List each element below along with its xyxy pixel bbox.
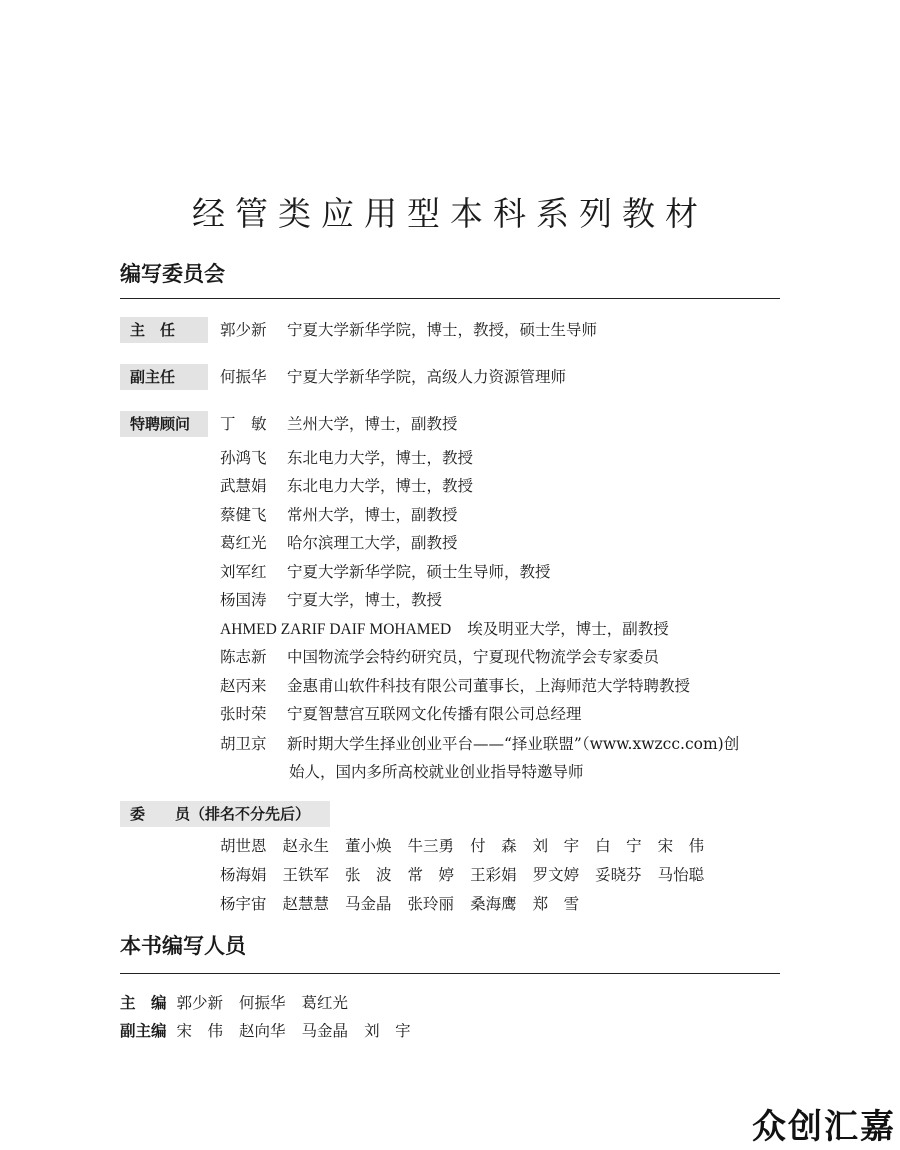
director-label: 主 任	[120, 317, 208, 343]
advisor-desc: 金惠甫山软件科技有限公司董事长，上海师范大学特聘教授	[287, 677, 691, 695]
advisor-name: 蔡健飞	[220, 506, 267, 524]
series-title: 经管类应用型本科系列教材	[192, 194, 708, 233]
member-name: 妥晓芬	[595, 866, 642, 884]
advisor-item	[220, 589, 442, 611]
advisor-desc: 哈尔滨理工大学，副教授	[287, 534, 458, 552]
advisor-item	[220, 675, 690, 697]
members-label: 委 员（排名不分先后）	[120, 801, 330, 827]
advisor-name: 武慧娟	[220, 477, 267, 495]
advisor-name: 葛红光	[220, 534, 267, 552]
member-name: 杨宇宙	[220, 895, 267, 913]
deputy-editor-label: 副主编	[120, 1022, 167, 1040]
deputy-editor-name: 刘 宇	[364, 1022, 411, 1040]
deputy-entry	[220, 366, 566, 388]
advisor-item	[220, 532, 458, 554]
member-name: 张玲丽	[407, 895, 455, 913]
advisor-desc: 埃及明亚大学，博士，副教授	[467, 620, 669, 638]
member-name: 马金晶	[345, 895, 392, 913]
advisor-desc-continued: 始人，国内多所高校就业创业指导特邀导师	[289, 763, 584, 781]
member-name: 杨海娟	[220, 866, 267, 884]
advisor-name: 刘军红	[220, 563, 267, 581]
advisor-item	[220, 703, 582, 725]
deputy-label: 副主任	[120, 364, 208, 390]
advisor-item	[220, 413, 458, 435]
member-name: 郑 雪	[532, 895, 580, 913]
watermark-logo: 众创汇嘉	[752, 1107, 896, 1147]
advisor-desc: 东北电力大学，博士，教授	[287, 449, 474, 467]
deputy-editor-name: 宋 伟	[176, 1022, 224, 1040]
members-row	[220, 835, 720, 857]
member-name: 董小焕	[345, 837, 392, 855]
advisor-desc: 宁夏大学，博士，教授	[287, 591, 443, 609]
member-name: 赵慧慧	[282, 895, 330, 913]
advisor-desc: 东北电力大学，博士，教授	[287, 477, 474, 495]
member-name: 张 波	[345, 866, 392, 884]
advisor-desc: 中国物流学会特约研究员，宁夏现代物流学会专家委员	[287, 648, 660, 666]
director-name: 郭少新	[220, 321, 267, 339]
committee-heading: 编写委员会	[120, 261, 225, 286]
advisor-desc: 新时期大学生择业创业平台——“择业联盟”（www.xwzcc.com)创	[287, 735, 740, 753]
advisor-item	[220, 447, 473, 469]
advisor-name: 张时荣	[220, 705, 267, 723]
advisor-item	[220, 475, 473, 497]
chief-editor-name: 何振华	[239, 994, 286, 1012]
deputy-editors-line	[120, 1020, 427, 1042]
advisor-name: 胡卫京	[220, 735, 267, 753]
member-name: 付 森	[470, 837, 517, 855]
advisor-desc: 常州大学，博士，副教授	[287, 506, 458, 524]
advisors-label: 特聘顾问	[120, 411, 208, 437]
member-name: 牛三勇	[407, 837, 455, 855]
deputy-desc: 宁夏大学新华学院，高级人力资源管理师	[287, 368, 567, 386]
member-name: 王彩娟	[470, 866, 517, 884]
advisor-name: AHMED ZARIF DAIF MOHAMED	[220, 621, 452, 638]
members-row	[220, 864, 720, 886]
authors-divider	[120, 973, 780, 974]
members-row	[220, 893, 595, 915]
advisor-name: 杨国涛	[220, 591, 267, 609]
member-name: 白 宁	[595, 837, 642, 855]
deputy-name: 何振华	[220, 368, 267, 386]
advisor-desc: 兰州大学，博士，副教授	[287, 415, 458, 433]
member-name: 赵永生	[282, 837, 330, 855]
advisor-name: 丁 敏	[220, 415, 267, 433]
advisor-desc: 宁夏智慧宫互联网文化传播有限公司总经理	[287, 705, 582, 723]
chief-editor-label: 主 编	[120, 994, 167, 1012]
deputy-editor-name: 赵向华	[239, 1022, 286, 1040]
advisor-item	[220, 561, 551, 583]
advisor-name: 陈志新	[220, 648, 267, 666]
authors-heading: 本书编写人员	[120, 933, 246, 958]
member-name: 刘 宇	[532, 837, 580, 855]
committee-divider	[120, 298, 780, 299]
chief-editor-name: 葛红光	[301, 994, 349, 1012]
advisor-item	[220, 733, 739, 755]
advisor-name: 赵丙来	[220, 677, 267, 695]
advisor-name: 孙鸿飞	[220, 449, 267, 467]
member-name: 罗文婷	[532, 866, 580, 884]
advisor-desc: 宁夏大学新华学院，硕士生导师，教授	[287, 563, 551, 581]
director-entry	[220, 319, 597, 341]
member-name: 桑海鹰	[470, 895, 517, 913]
advisor-item	[220, 504, 458, 526]
deputy-editor-name: 马金晶	[301, 1022, 349, 1040]
member-name: 马怡聪	[657, 866, 705, 884]
member-name: 胡世恩	[220, 837, 267, 855]
chief-editors-line	[120, 992, 364, 1014]
advisor-item	[220, 618, 669, 641]
director-desc: 宁夏大学新华学院，博士，教授，硕士生导师	[287, 321, 598, 339]
advisor-item	[220, 646, 659, 668]
member-name: 常 婷	[407, 866, 455, 884]
member-name: 宋 伟	[657, 837, 705, 855]
member-name: 王铁军	[282, 866, 330, 884]
chief-editor-name: 郭少新	[176, 994, 224, 1012]
